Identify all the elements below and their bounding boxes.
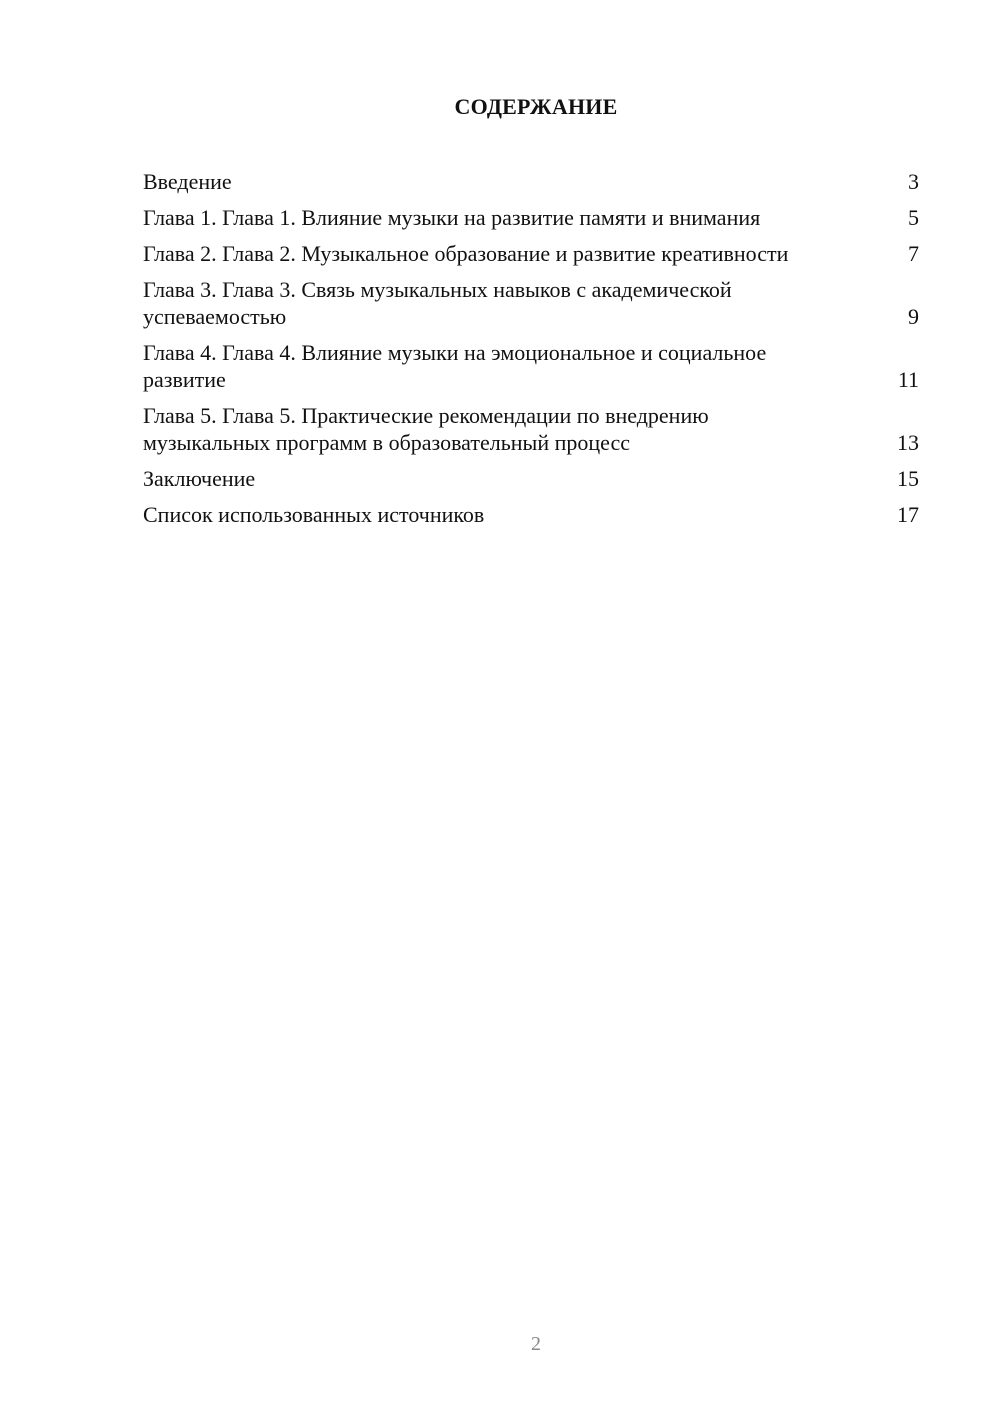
toc-entry-page: 13 [897,430,919,455]
toc-entry-page: 5 [908,205,919,230]
toc-entry-page: 7 [908,241,919,266]
toc-entry-chapter-2[interactable] [143,240,919,267]
toc-entry-introduction[interactable] [143,168,919,195]
toc-entry-page: 17 [897,502,919,527]
toc-entry-title: Глава 4. Глава 4. Влияние музыки на эмоциональное и социальное развитие [143,340,767,392]
toc-entry-conclusion[interactable] [143,465,919,492]
toc-entry-page: 11 [897,367,919,392]
table-of-contents [143,168,919,537]
toc-entry-title: Список использованных источников [143,502,485,527]
toc-entry-references[interactable] [143,501,919,528]
toc-entry-chapter-3[interactable] [143,276,919,330]
toc-entry-title: Введение [143,169,232,194]
toc-entry-title: Глава 2. Глава 2. Музыкальное образование и развитие креативности [143,241,789,266]
toc-entry-page: 15 [897,466,919,491]
toc-entry-title: Глава 3. Глава 3. Связь музыкальных навыков с академической успеваемостью [143,277,732,329]
toc-entry-page: 9 [908,304,919,329]
toc-entry-chapter-4[interactable] [143,339,919,393]
toc-entry-page: 3 [908,169,919,194]
toc-entry-title: Глава 5. Глава 5. Практические рекомендации по внедрению музыкальных программ в образовательный процесс [143,403,709,455]
toc-entry-chapter-1[interactable] [143,204,919,231]
toc-entry-chapter-5[interactable] [143,402,919,456]
page-title: СОДЕРЖАНИЕ [454,94,618,119]
toc-entry-title: Заключение [143,466,256,491]
toc-entry-title: Глава 1. Глава 1. Влияние музыки на развитие памяти и внимания [143,205,761,230]
page-number: 2 [531,1333,541,1355]
